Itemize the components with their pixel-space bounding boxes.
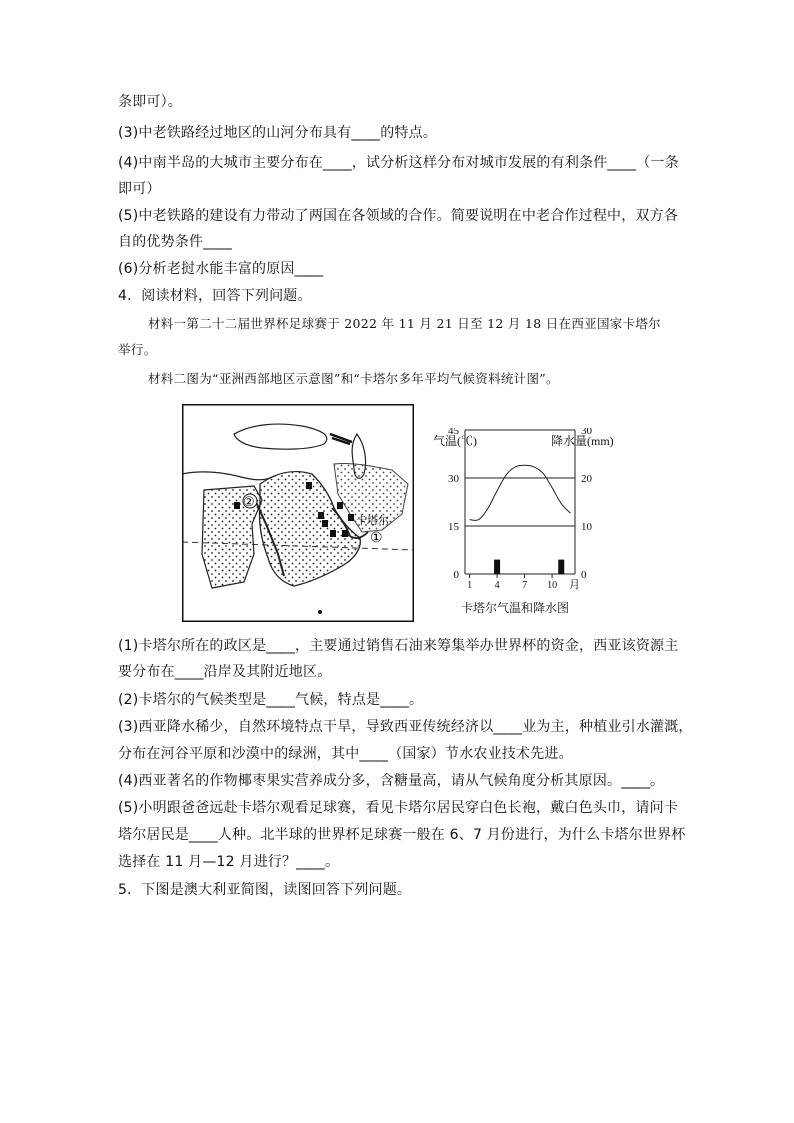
material-one-cont: 举行。 [118,342,157,357]
left-tick-label: 45 [448,428,459,437]
temperature-line [470,465,571,520]
text-line: (3)中老铁路经过地区的山河分布具有____的特点。 [118,125,438,141]
question-heading: 4．阅读材料，回答下列问题。 [118,288,312,304]
text-line: (6)分析老挝水能丰富的原因____ [118,261,324,277]
oil-marker [337,502,343,509]
question-5-end: 选择在 11 月—12 月进行？____。 [118,854,340,870]
question-1-cont: 要分布在____沿岸及其附近地区。 [118,664,332,680]
oil-marker [318,512,324,519]
question-2: (2)卡塔尔的气候类型是____气候，特点是____。 [118,692,424,708]
question-5-cont: 塔尔居民是____人种。北半球的世界杯足球赛一般在 6、7 月份进行，为什么卡塔尔世界杯 [118,827,686,843]
right-tick-label: 10 [581,521,592,533]
left-tick-label: 15 [448,521,459,533]
question-4: (4)西亚著名的作物椰枣果实营养成分多，含糖量高，请从气候角度分析其原因。____。 [118,773,665,789]
oil-marker [234,502,240,509]
climate-chart [425,428,625,624]
text-line: 自的优势条件____ [118,234,232,250]
text-line: 条即可）。 [118,94,182,110]
right-tick-label: 20 [581,473,592,485]
question-5: (5)小明跟爸爸远赴卡塔尔观看足球赛，看见卡塔尔居民穿白色长袍，戴白色头巾，请问卡 [118,800,679,816]
question-3: (3)西亚降水稀少，自然环境特点干旱，导致西亚传统经济以____业为主，种植业引水灌溉， [118,719,693,735]
x-tick-label: 7 [522,580,528,591]
marker-2: ② [243,494,255,509]
precipitation-bar [494,560,500,574]
oil-marker [322,520,328,527]
x-axis-label: 月 [569,579,580,591]
right-tick-label: 30 [581,428,592,437]
x-tick-label: 10 [547,580,558,591]
island-dot [318,610,322,614]
material-two: 材料二图为“亚洲西部地区示意图”和“卡塔尔多年平均气候资料统计图”。 [148,371,559,386]
text-line: (5)中老铁路的建设有力带动了两国在各领域的合作。简要说明在中老合作过程中，双方各 [118,208,679,224]
oil-marker [348,514,354,521]
question-heading-5: 5．下图是澳大利亚简图，读图回答下列问题。 [118,882,412,898]
text-line: (4)中南半岛的大城市主要分布在____，试分析这样分布对城市发展的有利条件____（一条 [118,155,679,171]
qatar-label: 卡塔尔 [356,515,389,527]
text-line: 即可） [118,181,161,197]
oil-marker [342,530,348,537]
right-tick-label: 0 [581,569,587,581]
west-asia-map [182,404,414,622]
chart-title: 卡塔尔气温和降水图 [461,601,570,615]
oil-marker [306,482,312,489]
left-tick-label: 0 [453,569,459,581]
x-tick-label: 4 [494,580,500,591]
precipitation-bar [558,560,564,574]
material-one: 材料一第二十二届世界杯足球赛于 2022 年 11 月 21 日至 12 月 18 日在西亚国家卡塔尔 [148,316,661,331]
oil-marker [330,530,336,537]
right-axis-title: 降水量(mm) [551,434,614,448]
left-axis-title: 气温(℃) [433,434,477,448]
question-3-cont: 分布在河谷平原和沙漠中的绿洲，其中____（国家）节水农业技术先进。 [118,746,573,762]
marker-1: ① [370,531,383,546]
question-1: (1)卡塔尔所在的政区是____，主要通过销售石油来筹集举办世界杯的资金，西亚该资源主 [118,638,679,654]
x-tick-label: 1 [467,580,473,591]
left-tick-label: 30 [448,473,459,485]
